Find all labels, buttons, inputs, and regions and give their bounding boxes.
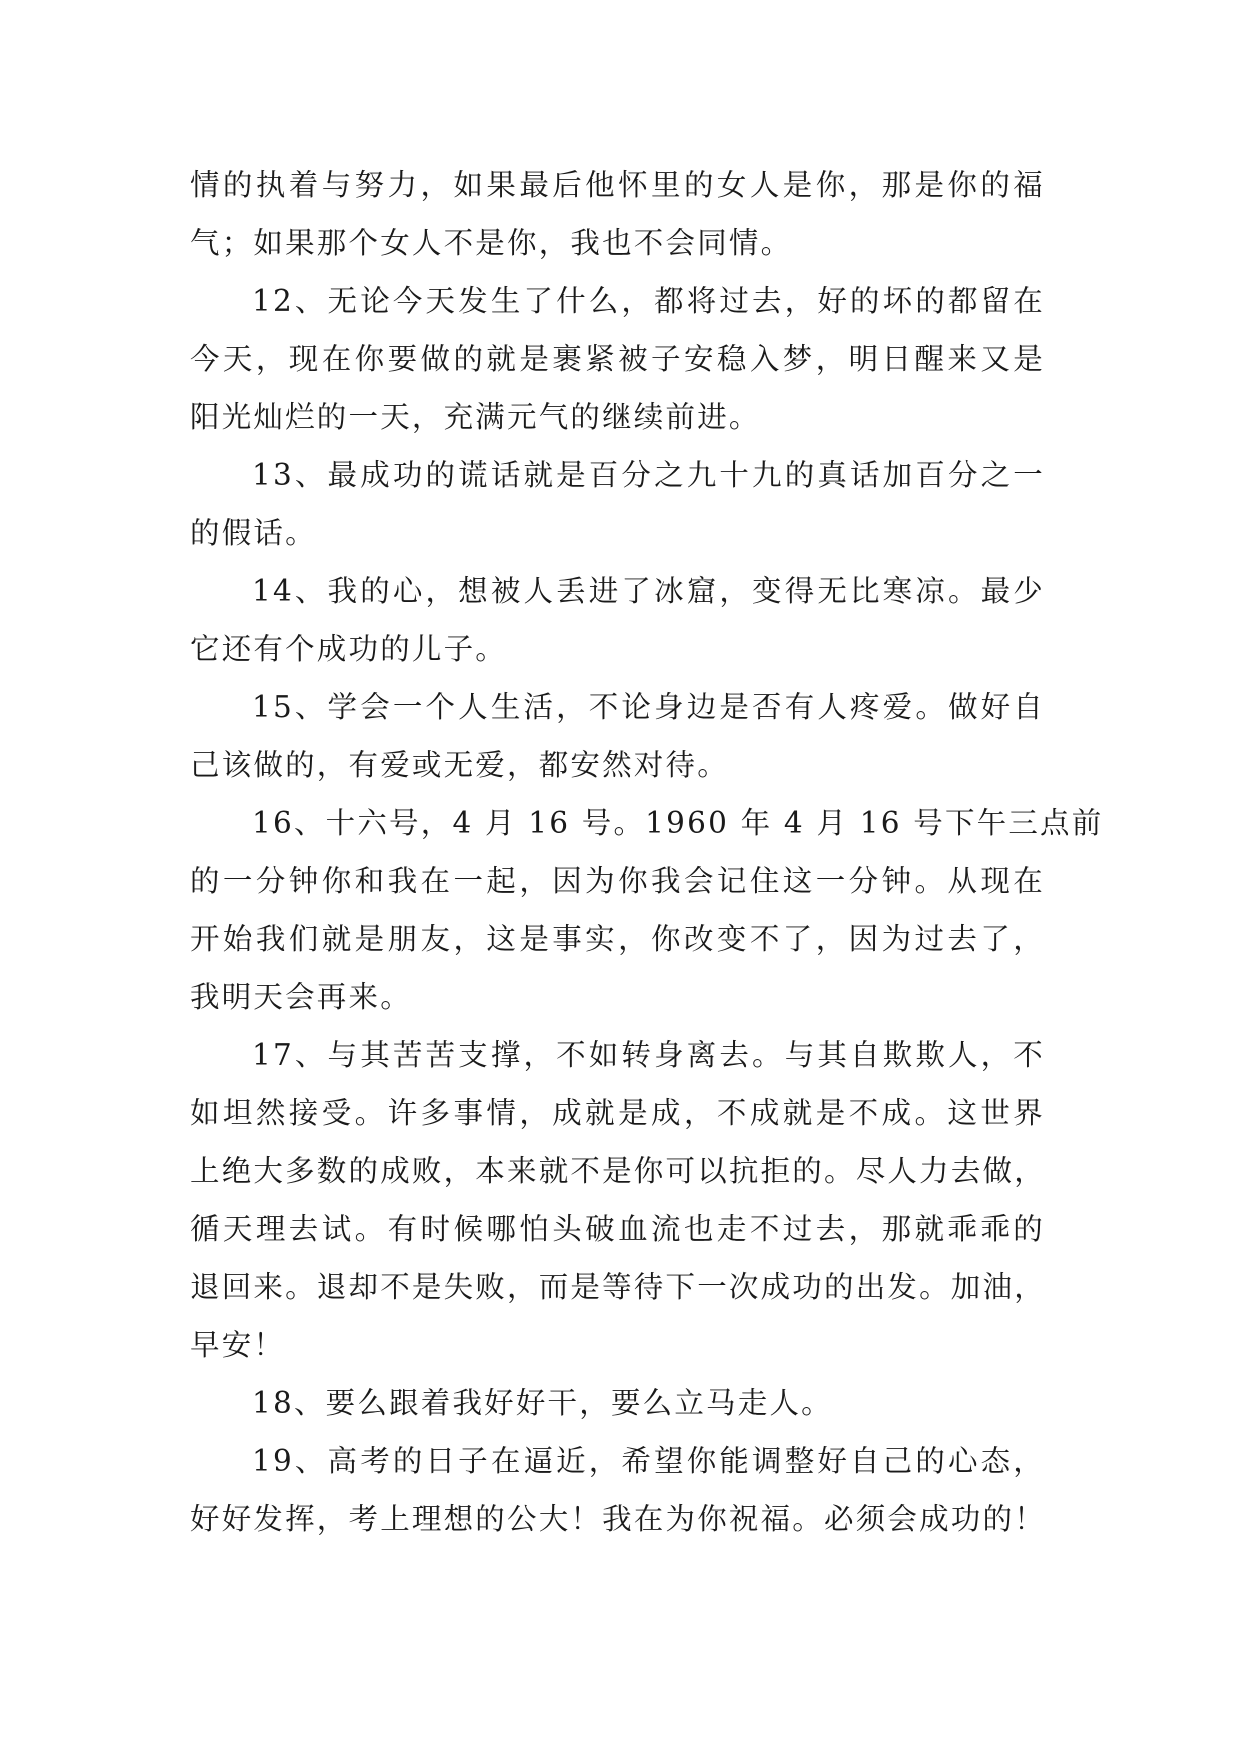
text-line: 开始我们就是朋友，这是事实，你改变不了，因为过去了， <box>190 922 1045 956</box>
paragraph-14-start: 14、我的心，想被人丢进了冰窟，变得无比寒凉。最少 <box>252 574 1045 608</box>
paragraph-17-start: 17、与其苦苦支撑，不如转身离去。与其自欺欺人，不 <box>252 1038 1045 1072</box>
text-line: 如坦然接受。许多事情，成就是成，不成就是不成。这世界 <box>190 1096 1045 1130</box>
paragraph-16-start: 16、十六号，4 月 16 号。1960 年 4 月 16 号下午三点前 <box>252 806 1104 840</box>
text-line: 它还有个成功的儿子。 <box>190 632 508 666</box>
text-line: 好好发挥，考上理想的公大！我在为你祝福。必须会成功的！ <box>190 1502 1046 1536</box>
paragraph-18: 18、要么跟着我好好干，要么立马走人。 <box>252 1386 833 1420</box>
text-line: 循天理去试。有时候哪怕头破血流也走不过去，那就乖乖的 <box>190 1212 1045 1246</box>
text-line: 气；如果那个女人不是你，我也不会同情。 <box>190 226 793 260</box>
text-line: 我明天会再来。 <box>190 980 412 1014</box>
text-line: 上绝大多数的成败，本来就不是你可以抗拒的。尽人力去做， <box>190 1154 1046 1188</box>
paragraph-12-start: 12、无论今天发生了什么，都将过去，好的坏的都留在 <box>252 284 1045 318</box>
text-line: 的假话。 <box>190 516 317 550</box>
text-line: 今天，现在你要做的就是裹紧被子安稳入梦，明日醒来又是 <box>190 342 1045 376</box>
text-line: 己该做的，有爱或无爱，都安然对待。 <box>190 748 729 782</box>
text-line: 早安！ <box>190 1328 286 1362</box>
text-line: 阳光灿烂的一天，充满元气的继续前进。 <box>190 400 761 434</box>
paragraph-15-start: 15、学会一个人生活，不论身边是否有人疼爱。做好自 <box>252 690 1045 724</box>
text-line: 退回来。退却不是失败，而是等待下一次成功的出发。加油， <box>190 1270 1046 1304</box>
paragraph-13-start: 13、最成功的谎话就是百分之九十九的真话加百分之一 <box>252 458 1045 492</box>
text-line: 的一分钟你和我在一起，因为你我会记住这一分钟。从现在 <box>190 864 1045 898</box>
text-line: 情的执着与努力，如果最后他怀里的女人是你，那是你的福 <box>190 168 1045 202</box>
paragraph-19-start: 19、高考的日子在逼近，希望你能调整好自己的心态， <box>252 1444 1045 1478</box>
